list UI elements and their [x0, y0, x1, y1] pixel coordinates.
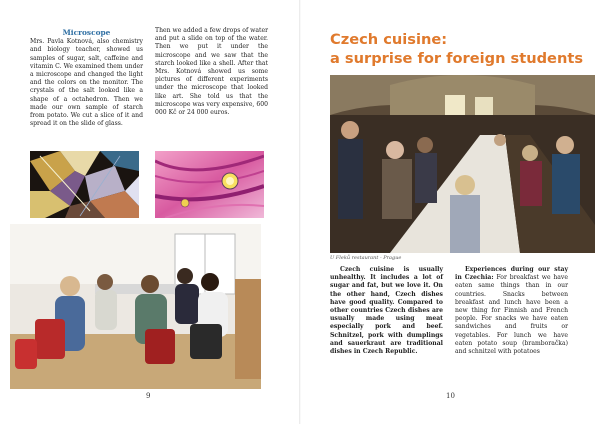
experiences-paragraph: [455, 266, 568, 356]
classroom-photo: [10, 224, 261, 389]
microscope-column: [30, 29, 143, 128]
cuisine-column: [330, 266, 443, 356]
experiences-text: For breakfast we have eaten same things than in our countries. Snacks between breakfast and lunch have been a new thing for Finnish and French people. For snacks we have eaten sandwiches and fruits or vegetables. For lunch we have eaten potato soup (bramboračka) and schnitzel with potatoes: [455, 274, 568, 356]
experiences-column: [455, 266, 568, 356]
right-page: [300, 0, 600, 424]
microscope-heading: Microscope: [62, 28, 111, 37]
article-title: [330, 30, 583, 68]
microscope-text: Mrs. Pavla Kotnová, also chemistry and biology teacher, showed us samples of sugar, salt, caffeine and vitamin C. We examined them under a microscope and changed the light and the colors on the monitor. The crystals of the salt looked like a shape of a octahedron. Then we made our own sample of starch from potato. We cut a slice of it and spread it on the slide of glass.: [30, 38, 143, 128]
title-line-1: Czech cuisine:: [330, 31, 448, 48]
restaurant-photo: [330, 75, 595, 253]
page-number-left: 9: [146, 392, 151, 400]
photo-caption: U Fleků restaurant - Prague: [330, 255, 402, 261]
title-line-2: a surprise for foreign students: [330, 50, 584, 67]
crystal-microscope-photo: [30, 151, 139, 218]
microscope-column-continued: [155, 27, 268, 117]
experiences-lead: Experiences during our stay in Czechia:: [455, 266, 568, 282]
starch-microscope-photo: [155, 151, 264, 218]
microscope-text-continued: Then we added a few drops of water and put a slide on top of the water. Then we put it under the microscope and we saw that the starch looked like a shell. After that Mrs. Kotnová showed us some pictures of different experiments under the microscope that looked like art. She told us that the microscope was very expensive, 600 000 Kč or 24 000 euros.: [155, 27, 268, 117]
page-number-right: 10: [446, 392, 455, 400]
cuisine-text: Czech cuisine is usually unhealthy. It includes a lot of sugar and fat, but we love it. On the other hand, Czech dishes have good quality. Compared to other countries Czech dishes are usually made using meat especially pork and beef. Schnitzel, pork with dumplings and sauerkraut are traditional dishes in Czech Republic.: [330, 266, 443, 356]
